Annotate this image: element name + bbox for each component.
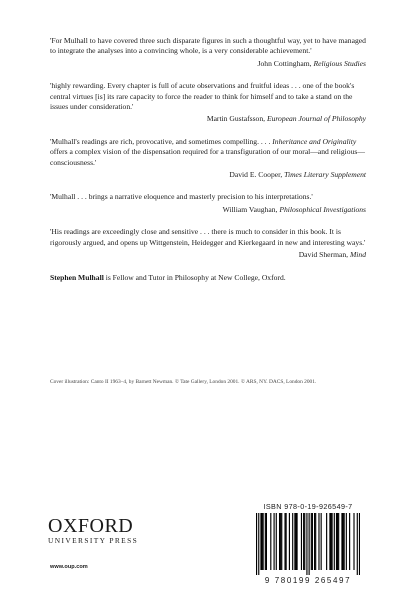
barcode-bar: [314, 513, 315, 570]
review-source: Philosophical Investigations: [279, 204, 366, 214]
barcode-bar: [326, 513, 327, 570]
review-attribution: [50, 114, 366, 124]
review-4: [50, 192, 366, 215]
barcode-bar: [270, 513, 271, 570]
barcode-bar: [341, 513, 342, 570]
barcode-bar: [297, 513, 298, 570]
barcode-bar: [330, 513, 331, 570]
isbn-barcode: [248, 502, 368, 586]
cover-illustration-credit: Cover illustration: Canto II 1963–4, by Barnett Newman. © Tate Gallery, London 2001. © ARS, NY. DACS, London 2001.: [50, 379, 317, 385]
barcode-bar: [338, 513, 339, 570]
barcode-bar: [289, 513, 290, 570]
barcode-bar: [346, 513, 347, 570]
barcode-bar: [263, 513, 264, 570]
review-author: Martin Gustafsson,: [206, 114, 266, 124]
review-5: [50, 227, 366, 260]
review-quote: 'For Mulhall to have covered three such disparate figures in such a thoughtful way, yet to have managed to integrate the analyses into a convincing whole, is a very considerable achievement.': [50, 36, 366, 56]
barcode-bar: [304, 513, 305, 570]
review-3: [50, 137, 366, 181]
barcode-bar: [303, 513, 304, 570]
barcode-bar: [357, 513, 358, 575]
publisher-subtitle: UNIVERSITY PRESS: [48, 536, 139, 545]
barcode-bar: [349, 513, 350, 570]
isbn-label: ISBN 978-0-19-926549-7: [263, 502, 353, 511]
barcode-bars: [256, 513, 360, 575]
barcode-bar: [280, 513, 281, 570]
barcode-bar: [292, 513, 293, 570]
review-author: John Cottingham,: [257, 58, 312, 68]
publisher-logo: [48, 516, 188, 545]
review-attribution: [50, 170, 366, 180]
author-name: Stephen Mulhall: [50, 272, 104, 282]
review-source: Times Literary Supplement: [284, 170, 366, 180]
barcode-bar: [256, 513, 257, 575]
author-bio-text: is Fellow and Tutor in Philosophy at New College, Oxford.: [105, 272, 286, 282]
review-attribution: [50, 59, 366, 69]
barcode-bar: [353, 513, 354, 570]
barcode-bar: [294, 513, 295, 570]
review-quote-part: 'Mulhall's readings are rich, provocative, and sometimes compelling. . . .: [50, 136, 271, 146]
barcode-bar: [286, 513, 287, 570]
review-author: David Sherman,: [298, 250, 349, 260]
review-source: European Journal of Philosophy: [266, 114, 366, 124]
barcode-bar: [342, 513, 343, 570]
barcode-bar: [315, 513, 316, 570]
barcode-digits: 9 780199 265497: [264, 576, 352, 585]
review-author: William Vaughan,: [222, 204, 278, 214]
barcode-bar: [279, 513, 280, 570]
barcode-bar: [265, 513, 266, 570]
barcode-bar: [301, 513, 302, 570]
barcode-bar: [274, 513, 275, 570]
barcode-bar: [329, 513, 330, 570]
review-1: [50, 36, 366, 69]
barcode-bar: [311, 513, 312, 570]
publisher-website: www.oup.com: [50, 564, 88, 570]
barcode-bar: [312, 513, 313, 570]
publisher-name: OXFORD: [48, 515, 134, 537]
barcode-bar: [336, 513, 337, 570]
barcode-bar: [332, 513, 333, 570]
review-attribution: [50, 250, 366, 260]
barcode-bar: [258, 513, 259, 575]
barcode-bar: [318, 513, 319, 570]
barcode-bar: [334, 513, 335, 570]
review-quote-book-title: Inheritance and Originality: [272, 136, 357, 146]
barcode-bar: [306, 513, 307, 575]
barcode-bar: [321, 513, 322, 570]
barcode-bar: [281, 513, 282, 570]
barcode-bar: [295, 513, 296, 570]
review-quote: [50, 137, 366, 168]
review-quote: 'Mulhall . . . brings a narrative eloquence and masterly precision to his interpretations.': [50, 192, 313, 202]
barcode-bar: [337, 513, 338, 570]
review-attribution: [50, 205, 366, 215]
barcode-bar: [266, 513, 267, 570]
barcode-bar: [284, 513, 285, 570]
review-source: Mind: [349, 250, 366, 260]
review-author: David E. Cooper,: [229, 170, 283, 180]
author-bio: [50, 273, 366, 283]
review-source: Religious Studies: [313, 58, 366, 68]
barcode-bar: [359, 513, 360, 575]
review-quote: 'highly rewarding. Every chapter is full of acute observations and fruitful ideas . . . one of the book's central virtues [is] its rare capacity to force the reader to think for himself and to take a stand on the issues under consideration.': [50, 81, 355, 112]
barcode-bar: [344, 513, 345, 570]
barcode-bar: [260, 513, 261, 570]
reviews-section: [50, 36, 366, 283]
barcode-bar: [309, 513, 310, 575]
review-2: [50, 81, 366, 125]
barcode-bar: [276, 513, 277, 570]
review-quote: 'His readings are exceedingly close and sensitive . . . there is much to consider in this book. It is rigorously argued, and opens up Wittgenstein, Heidegger and Kierkegaard in new and interesting ways.': [50, 227, 366, 247]
barcode-bar: [261, 513, 262, 570]
review-quote-part: offers a complex vision of the dispensation required for a transfiguration of our moral—and religious—consciousness.': [50, 147, 365, 167]
